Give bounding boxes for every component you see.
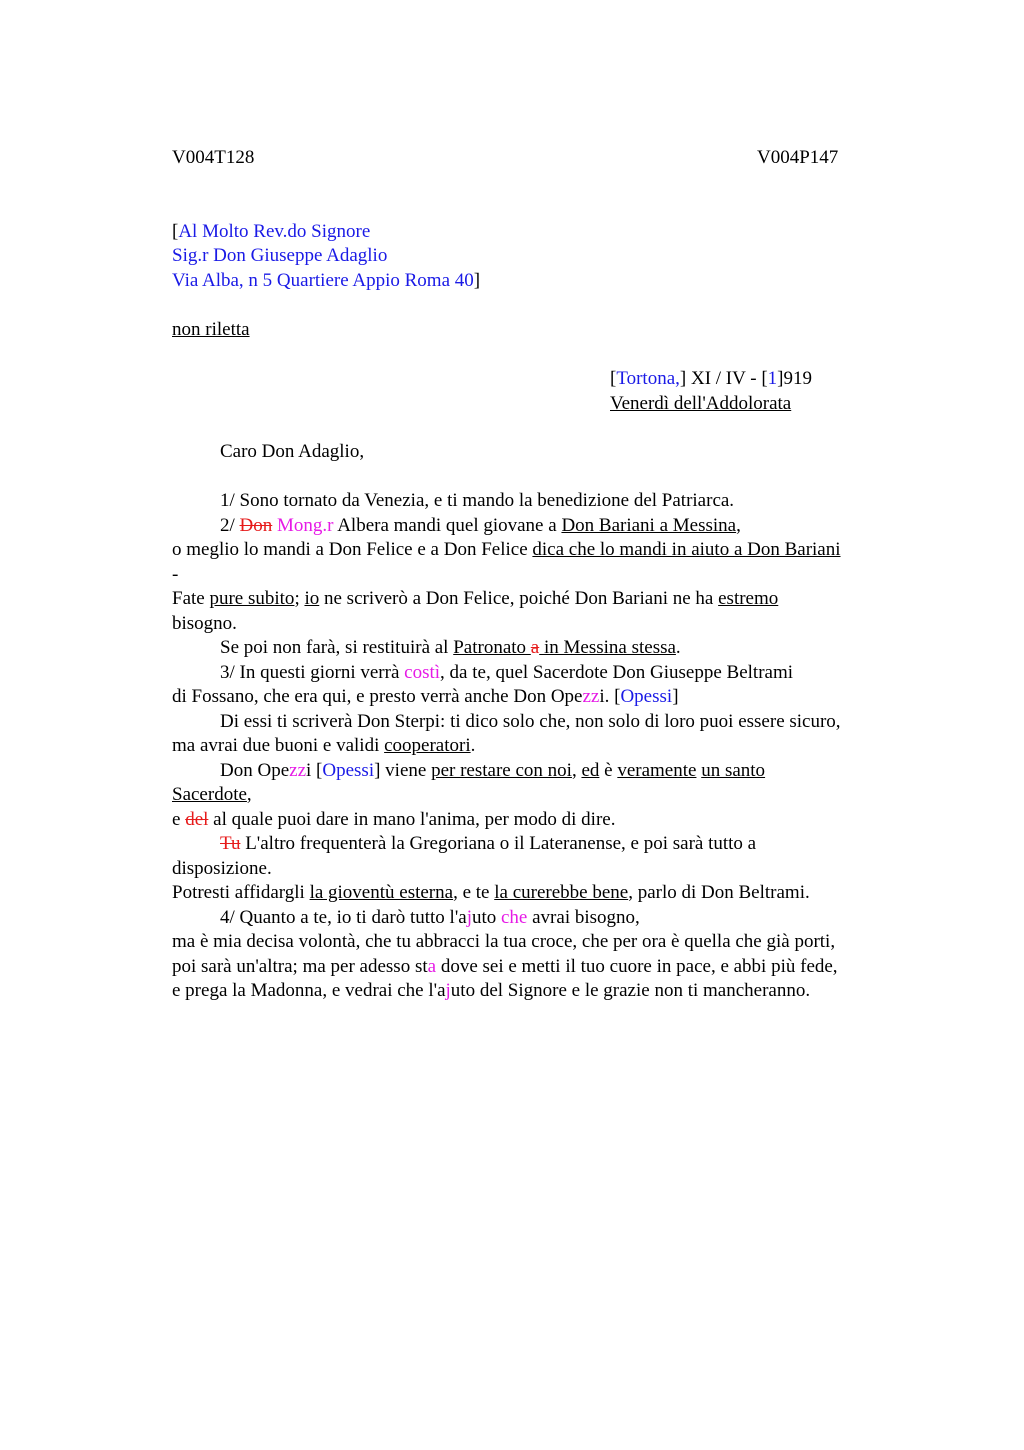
body-text: . — [470, 735, 476, 756]
body-text: e prega la Madonna, e vedrai che l'a — [172, 980, 446, 1001]
body-text: o meglio lo mandi a Don Felice e a Don Felice — [172, 539, 533, 560]
body-line — [172, 661, 912, 686]
underlined-text: io — [304, 588, 320, 609]
address-line-3-text: Via Alba, n 5 Quartiere Appio Roma 40 — [172, 270, 474, 291]
body-line — [172, 685, 912, 710]
body-line — [172, 612, 912, 637]
body-line — [172, 930, 912, 955]
body-text: ] viene — [374, 759, 432, 781]
body-line — [172, 979, 912, 1004]
underlined-text: in Messina stessa — [539, 637, 676, 658]
body-text: al quale puoi dare in mano l'anima, per modo di dire. — [208, 808, 616, 830]
body-text: di Fossano, che era qui, e presto verrà anche Don Ope — [172, 686, 583, 707]
body-line — [172, 710, 912, 735]
editorial-text: Opessi — [620, 686, 673, 707]
inserted-text: a — [427, 955, 437, 977]
body-line — [172, 955, 912, 980]
body-line — [172, 906, 912, 931]
address-line-2: Sig.r Don Giuseppe Adaglio — [172, 245, 388, 266]
editorial-text: Opessi — [322, 759, 375, 781]
body-line — [172, 783, 912, 808]
right-document-code: V004P147 — [757, 147, 839, 168]
underlined-text: dica che lo mandi in aiuto a Don Bariani — [532, 539, 841, 560]
underlined-text: un santo — [701, 759, 766, 781]
body-line — [172, 636, 912, 661]
not-reread-note: non riletta — [172, 319, 250, 340]
body-text: , da te, quel Sacerdote Don Giuseppe Beltrami — [440, 661, 794, 683]
body-text: 4/ Quanto a te, io ti darò tutto l'a — [220, 906, 467, 928]
deleted-text: del — [185, 808, 209, 830]
letter-body — [172, 489, 912, 1004]
body-line — [172, 832, 912, 857]
underlined-text: pure subito — [209, 588, 295, 609]
body-line — [172, 759, 912, 784]
body-line — [172, 808, 912, 833]
date-place: Tortona, — [616, 368, 680, 389]
body-text: Fate — [172, 588, 210, 609]
inserted-text: che — [501, 906, 528, 928]
underlined-text: la curerebbe bene — [494, 882, 629, 903]
body-text: , parlo di Don Beltrami. — [628, 882, 810, 903]
body-line — [172, 734, 912, 759]
body-text: ma è mia decisa volontà, che tu abbracci la tua croce, che per ora è quella che già porti, — [172, 931, 836, 952]
body-text: Se poi non farà, si restituirà al — [220, 637, 454, 658]
inserted-text: j — [466, 906, 472, 928]
underlined-text: cooperatori — [384, 735, 471, 756]
salutation: Caro Don Adaglio, — [220, 441, 365, 462]
date-text: ] XI / IV - [ — [679, 368, 768, 389]
body-text: ma avrai due buoni e validi — [172, 735, 385, 756]
underlined-text: estremo — [718, 588, 779, 609]
body-text: 3/ In questi giorni verrà — [220, 661, 405, 683]
body-text: 1/ Sono tornato da Venezia, e ti mando la benedizione del Patriarca. — [220, 490, 735, 511]
date-year-suffix: ]919 — [777, 368, 812, 389]
body-text: , — [571, 759, 582, 781]
underlined-text: Patronato — [453, 637, 531, 658]
body-text: , e te — [453, 882, 495, 903]
body-text: bisogno. — [172, 612, 237, 634]
inserted-text: j — [445, 980, 451, 1001]
date-year-prefix: 1 — [767, 368, 778, 389]
left-document-code: V004T128 — [172, 147, 255, 168]
body-line — [172, 489, 912, 514]
body-text: è — [599, 759, 618, 781]
body-text: disposizione. — [172, 857, 272, 879]
body-text: i [ — [306, 759, 323, 781]
body-text: uto — [471, 906, 501, 928]
body-text: ne scriverò a Don Felice, poiché Don Bariani ne ha — [319, 588, 719, 609]
inserted-text: zz — [582, 686, 600, 707]
body-line — [172, 857, 912, 882]
deleted-text: Don — [239, 514, 273, 536]
body-text: L'altro frequenterà la Gregoriana o il Lateranense, e poi sarà tutto a — [240, 833, 757, 854]
body-line — [172, 514, 912, 539]
body-text: Di essi ti scriverà Don Sterpi: ti dico solo che, non solo di loro puoi essere sicuro, — [220, 710, 841, 732]
body-text: ] — [672, 686, 679, 707]
underlined-text: Sacerdote — [172, 784, 247, 805]
body-text: , — [736, 514, 741, 536]
body-text: 2/ — [220, 514, 240, 536]
body-text: , — [246, 784, 252, 805]
date-feast: Venerdì dell'Addolorata — [610, 393, 792, 414]
body-line — [172, 587, 912, 612]
body-text: e — [172, 808, 186, 830]
deleted-text: Tu — [220, 833, 241, 854]
underlined-text: la gioventù esterna — [309, 882, 454, 903]
body-text: . — [675, 637, 681, 658]
inserted-text: Mong.r — [277, 514, 334, 536]
inserted-text: costì — [404, 661, 441, 683]
body-line — [172, 538, 912, 563]
body-text: dove sei e metti il tuo cuore in pace, e abbi più fede, — [436, 955, 838, 977]
underlined-text: Don Bariani a Messina — [561, 514, 737, 536]
address-line-1-text: Al Molto Rev.do Signore — [178, 221, 371, 242]
address-line-3: Via Alba, n 5 Quartiere Appio Roma 40] — [172, 270, 481, 291]
address-line-1: [Al Molto Rev.do Signore — [172, 221, 371, 242]
body-text: Albera mandi quel giovane a — [333, 514, 562, 536]
body-text: ; — [294, 588, 305, 609]
inserted-text: zz — [289, 759, 307, 781]
body-line — [172, 881, 912, 906]
body-text: uto del Signore e le grazie non ti mancheranno. — [450, 980, 811, 1001]
underlined-text: veramente — [617, 759, 697, 781]
body-line — [172, 563, 912, 588]
body-text: avrai bisogno, — [527, 906, 640, 928]
body-text: - — [172, 563, 179, 585]
body-text: Don Ope — [220, 759, 290, 781]
body-text: i. [ — [599, 686, 621, 707]
deleted-text: a — [530, 637, 540, 658]
underlined-text: ed — [581, 759, 600, 781]
body-text: poi sarà un'altra; ma per adesso st — [172, 955, 428, 977]
underlined-text: per restare con noi — [431, 759, 572, 781]
date-line: [Tortona,] XI / IV - [1]919 — [610, 368, 812, 389]
body-text: Potresti affidargli — [172, 882, 310, 903]
